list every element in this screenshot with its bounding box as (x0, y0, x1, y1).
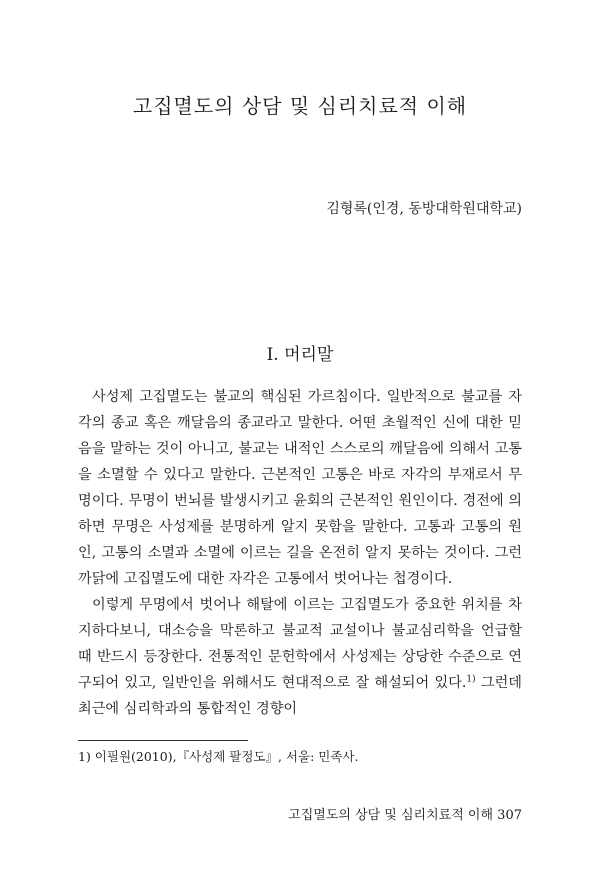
author-affiliation: 김형록(인경, 동방대학원대학교) (326, 201, 522, 217)
running-footer: 고집멸도의 상담 및 심리치료적 이해 307 (288, 808, 522, 823)
paragraph-2-tail: 그런데 최근에 심리학과의 통합적인 경향이 (78, 675, 522, 717)
footnote-marker: 1) (466, 674, 476, 685)
section-heading: Ⅰ. 머리말 (266, 345, 334, 365)
paragraph-2-text: 이렇게 무명에서 벗어나 해탈에 이르는 고집멸도가 중요한 위치를 차지하다보니, 대소승을 막론하고 불교적 교설이나 불교심리학을 언급할 때 반드시 등장한다. 전통적인 문헌학에서 사성제는 상당한 수준으로 연구되어 있고, 일반인을 위해서도 현대적으로 잘 해설되어 있다. (78, 597, 522, 691)
paragraph-1: 사성제 고집멸도는 불교의 핵심된 가르침이다. 일반적으로 불교를 자각의 종교 혹은 깨달음의 종교라고 말한다. 어떤 초월적인 신에 대한 믿음을 말하는 것이 아니고, 불교는 내적인 스스로의 깨달음에 의해서 고통을 소멸할 수 있다고 말한다. 근본적인 고통은 바로 자각의 부재로서 무명이다. 무명이 번뇌를 발생시키고 윤회의 근본적인 원인이다. 경전에 의하면 무명은 사성제를 분명하게 알지 못함을 말한다. 고통과 고통의 원인, 고통의 소멸과 소멸에 이르는 길을 온전히 알지 못하는 것이다. 그런 까닭에 고집멸도에 대한 자각은 고통에서 벗어나는 첩경이다. (78, 389, 522, 587)
body-text (78, 384, 522, 722)
document-title: 고집멸도의 상담 및 심리치료적 이해 (132, 94, 468, 118)
footnote: 1) 이필원(2010),『사성제 팔정도』, 서울: 민족사. (78, 749, 359, 764)
paragraph-2 (78, 592, 522, 722)
footnote-divider (78, 740, 248, 741)
